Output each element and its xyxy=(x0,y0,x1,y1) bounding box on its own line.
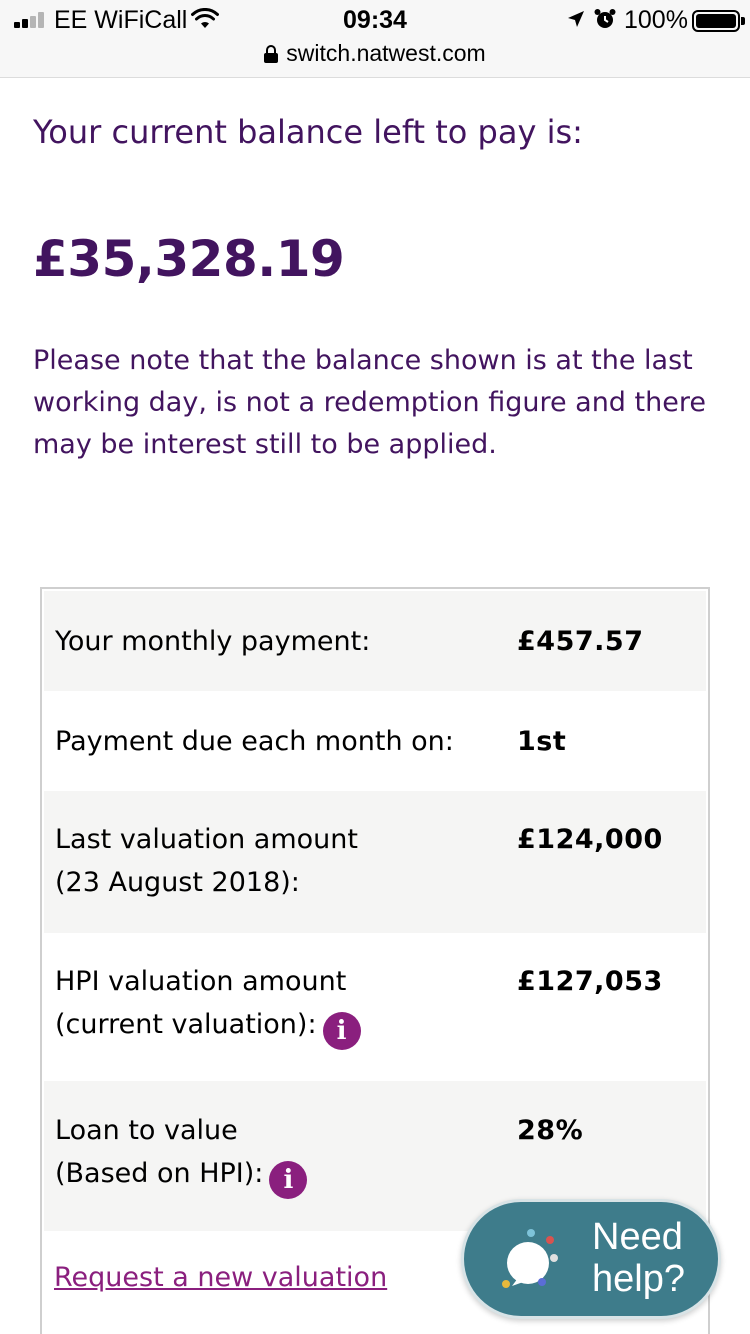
row-label xyxy=(55,818,358,904)
row-label-line1: Last valuation amount xyxy=(55,824,358,855)
balance-note: Please note that the balance shown is at the last working day, is not a redemption figure and there may be interest still to be applied. xyxy=(33,345,706,460)
row-label-line1: HPI valuation amount xyxy=(55,966,347,997)
payment-due-value: 1st xyxy=(517,726,567,757)
need-help-label xyxy=(592,1216,685,1300)
request-valuation-link[interactable]: Request a new valuation xyxy=(54,1262,388,1293)
row-label-line1: Loan to value xyxy=(55,1115,238,1146)
row-label-line2: (current valuation): xyxy=(55,1009,317,1040)
need-help-chat-button[interactable] xyxy=(461,1199,721,1319)
balance-amount: £35,328.19 xyxy=(33,230,345,288)
battery-percentage: 100% xyxy=(624,6,688,34)
last-valuation-value: £124,000 xyxy=(517,824,663,855)
location-arrow-icon xyxy=(566,9,586,29)
hpi-valuation-row xyxy=(44,933,706,1081)
carrier-name: EE WiFiCall xyxy=(54,6,188,34)
info-icon[interactable]: i xyxy=(269,1161,307,1199)
loan-to-value-value: 28% xyxy=(517,1115,584,1146)
monthly-payment-row xyxy=(44,591,706,691)
need-help-line1: Need xyxy=(592,1216,683,1258)
address-bar[interactable] xyxy=(0,40,750,70)
status-bar xyxy=(0,0,750,40)
hpi-valuation-value: £127,053 xyxy=(517,966,663,997)
row-label: Payment due each month on: xyxy=(55,726,454,757)
url-text: switch.natwest.com xyxy=(286,40,486,66)
alarm-clock-icon xyxy=(593,7,617,31)
row-label: Your monthly payment: xyxy=(55,626,371,657)
info-icon[interactable]: i xyxy=(323,1012,361,1050)
clock-time: 09:34 xyxy=(343,6,407,34)
payment-due-row xyxy=(44,691,706,791)
chat-bubble-icon xyxy=(498,1228,560,1288)
balance-heading: Your current balance left to pay is: xyxy=(33,113,583,151)
row-label-line2: (Based on HPI): xyxy=(55,1158,264,1189)
last-valuation-row xyxy=(44,791,706,933)
lock-icon xyxy=(264,45,278,63)
browser-chrome xyxy=(0,0,750,78)
monthly-payment-value: £457.57 xyxy=(517,626,644,657)
row-label-line2: (23 August 2018): xyxy=(55,867,300,898)
row-label xyxy=(55,960,361,1050)
battery-icon xyxy=(692,10,740,32)
need-help-line2: help? xyxy=(592,1258,685,1300)
row-label xyxy=(55,1109,307,1199)
